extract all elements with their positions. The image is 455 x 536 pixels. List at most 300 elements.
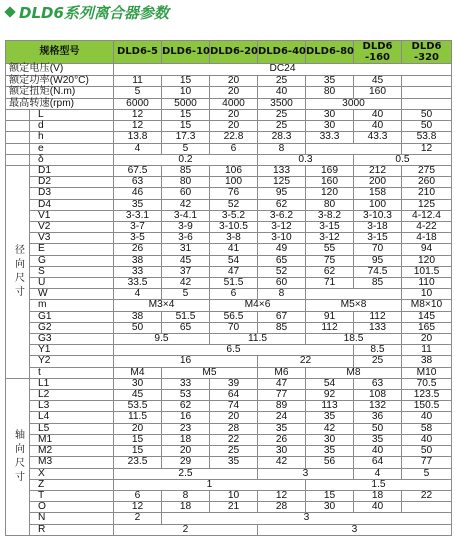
table-row	[6, 266, 452, 277]
group-blank	[6, 121, 30, 132]
table-cell: 38	[114, 311, 162, 322]
table-cell: 133	[354, 322, 402, 333]
table-cell: M6	[258, 367, 306, 378]
table-cell: 30	[306, 502, 354, 513]
table-cell: 33.5	[114, 278, 162, 289]
table-cell: 2.5	[114, 468, 258, 479]
symbol-label: L4	[30, 412, 114, 423]
table-row	[6, 423, 452, 434]
table-cell: 20	[210, 87, 258, 99]
table-cell: 4000	[210, 98, 258, 110]
symbol-label: E	[30, 244, 114, 255]
table-cell: 24	[258, 412, 306, 423]
table-cell: 20	[210, 412, 258, 423]
table-cell: 33.3	[306, 132, 354, 143]
table-cell: 85	[258, 322, 306, 333]
table-cell: 28	[258, 502, 306, 513]
symbol-label: G3	[30, 334, 114, 345]
table-row	[6, 345, 452, 356]
table-cell: 74.5	[354, 266, 402, 277]
table-cell: 35	[306, 75, 354, 87]
table-cell: 40	[354, 110, 402, 121]
table-cell: 40	[402, 434, 452, 445]
table-cell: 22	[210, 434, 258, 445]
table-row	[6, 334, 452, 345]
table-cell: 160	[306, 177, 354, 188]
table-cell	[306, 289, 402, 300]
table-cell: 8	[258, 289, 306, 300]
symbol-label: e	[30, 143, 114, 154]
table-row	[6, 244, 452, 255]
table-row	[6, 479, 452, 490]
table-cell: 85	[162, 166, 210, 177]
table-cell: 3-12	[258, 222, 306, 233]
table-cell: 92	[306, 390, 354, 401]
table-cell	[306, 143, 402, 154]
table-cell: 52	[258, 266, 306, 277]
table-cell: 45	[114, 390, 162, 401]
table-cell: 50	[402, 110, 452, 121]
table-cell: 35	[114, 199, 162, 210]
table-cell: 25	[210, 446, 258, 457]
table-cell: 40	[258, 87, 306, 99]
table-cell: 18	[162, 434, 210, 445]
symbol-label: G2	[30, 322, 114, 333]
page-title-text: DLD6系列离合器参数	[19, 3, 169, 22]
table-cell: 53.8	[402, 132, 452, 143]
table-cell: 112	[354, 311, 402, 322]
table-cell: 3-8.2	[306, 210, 354, 221]
table-cell: 91	[306, 311, 354, 322]
table-cell: 94	[402, 244, 452, 255]
table-cell: 49	[258, 244, 306, 255]
table-cell: 95	[258, 188, 306, 199]
table-cell: 50	[402, 121, 452, 132]
table-cell: 18.5	[306, 334, 402, 345]
table-cell: 22.8	[210, 132, 258, 143]
diamond-bullet-icon	[4, 6, 15, 17]
table-row	[6, 524, 452, 535]
table-cell: 5	[402, 468, 452, 479]
table-cell: 46	[114, 188, 162, 199]
table-cell: 3-4.1	[162, 210, 210, 221]
rating-label: 最高转速(rpm)	[6, 98, 114, 110]
table-cell: 11.5	[210, 334, 306, 345]
table-cell: 30	[114, 378, 162, 389]
table-cell: 85	[354, 278, 402, 289]
symbol-label: δ	[30, 154, 114, 165]
table-row	[6, 300, 452, 311]
table-cell: 45	[162, 255, 210, 266]
table-cell: 169	[306, 166, 354, 177]
table-cell: 77	[258, 390, 306, 401]
symbol-label: M1	[30, 434, 114, 445]
table-cell: 70	[354, 244, 402, 255]
table-cell: 33	[114, 266, 162, 277]
table-cell: 52	[210, 199, 258, 210]
table-cell: 210	[402, 188, 452, 199]
table-cell: 165	[402, 322, 452, 333]
table-cell: 15	[114, 446, 162, 457]
table-cell: 17.3	[162, 132, 210, 143]
table-cell: 35	[210, 457, 258, 468]
table-cell: 62	[162, 401, 210, 412]
table-cell: 53	[162, 390, 210, 401]
table-cell: 3000	[306, 98, 402, 110]
table-cell: 20	[162, 446, 210, 457]
table-cell: M10	[402, 367, 452, 378]
page-title	[4, 2, 169, 22]
table-row	[6, 502, 452, 513]
table-cell: 3-10.3	[354, 210, 402, 221]
table-cell: 15	[162, 121, 210, 132]
table-cell: 56.5	[210, 311, 258, 322]
table-cell: M8×10	[402, 300, 452, 311]
table-row	[6, 446, 452, 457]
table-cell: 16	[114, 356, 258, 367]
table-cell: 125	[258, 177, 306, 188]
model-label: 规格型号	[6, 41, 114, 64]
spec-table	[5, 40, 452, 536]
table-cell: 40	[354, 502, 402, 513]
table-row	[6, 278, 452, 289]
symbol-label: m	[30, 300, 114, 311]
table-cell: 62	[306, 266, 354, 277]
table-cell: 1	[114, 479, 306, 490]
table-cell: 51.5	[210, 278, 258, 289]
table-cell: 4-18	[402, 233, 452, 244]
symbol-label: X	[30, 468, 114, 479]
table-cell: 23.5	[114, 457, 162, 468]
table-cell: 3-9	[162, 222, 210, 233]
table-cell: 67	[258, 311, 306, 322]
table-cell: 3-5.2	[210, 210, 258, 221]
table-cell: 8.5	[354, 345, 402, 356]
table-cell: 28.3	[258, 132, 306, 143]
table-cell: 3-6	[162, 233, 210, 244]
table-row	[6, 199, 452, 210]
table-cell: 60	[258, 278, 306, 289]
table-cell: 3	[258, 468, 354, 479]
table-cell: M8	[306, 367, 402, 378]
table-cell: 3-15	[306, 222, 354, 233]
table-cell: 60	[162, 188, 210, 199]
rating-label: 额定扭矩(N.m)	[6, 87, 114, 99]
table-cell: 89	[258, 401, 306, 412]
symbol-label: U	[30, 278, 114, 289]
table-cell: 30	[306, 110, 354, 121]
table-cell: 18	[354, 490, 402, 501]
table-cell: 54	[210, 255, 258, 266]
table-cell: 3-18	[354, 222, 402, 233]
table-cell: 3-15	[354, 233, 402, 244]
table-row	[6, 75, 452, 87]
table-row	[6, 154, 452, 165]
table-cell: 63	[114, 177, 162, 188]
table-cell: 80	[306, 199, 354, 210]
table-row	[6, 390, 452, 401]
table-cell: 80	[162, 177, 210, 188]
symbol-label: L2	[30, 390, 114, 401]
table-cell: 26	[114, 244, 162, 255]
table-cell: 112	[306, 322, 354, 333]
table-cell: 37	[162, 266, 210, 277]
table-cell: 50	[402, 446, 452, 457]
table-cell: 53.5	[114, 401, 162, 412]
table-row	[6, 322, 452, 333]
table-cell: 26	[258, 434, 306, 445]
symbol-label: G	[30, 255, 114, 266]
table-row	[6, 513, 452, 524]
table-cell: 35	[306, 446, 354, 457]
table-cell: 0.2	[114, 154, 258, 165]
table-cell: 212	[354, 166, 402, 177]
table-cell: 65	[162, 322, 210, 333]
table-row	[6, 121, 452, 132]
table-cell: 35	[354, 434, 402, 445]
table-cell: 58	[402, 423, 452, 434]
table-cell: 10	[210, 490, 258, 501]
symbol-label: h	[30, 132, 114, 143]
table-cell: 13.8	[114, 132, 162, 143]
table-row	[6, 110, 452, 121]
symbol-label: D4	[30, 199, 114, 210]
table-cell: M5×8	[306, 300, 402, 311]
symbol-label: t	[30, 367, 114, 378]
table-cell: 101.5	[402, 266, 452, 277]
table-cell: 3-10	[258, 233, 306, 244]
table-cell: 6	[210, 289, 258, 300]
table-cell: 9.5	[114, 334, 210, 345]
table-cell: 67.5	[114, 166, 162, 177]
table-cell: 132	[354, 401, 402, 412]
table-cell: 120	[306, 188, 354, 199]
table-row	[6, 143, 452, 154]
table-cell: 29	[162, 457, 210, 468]
table-cell: 20	[210, 121, 258, 132]
table-row	[6, 434, 452, 445]
table-cell: 40	[402, 412, 452, 423]
table-cell: 5000	[162, 98, 210, 110]
table-cell: 160	[354, 87, 402, 99]
table-row	[6, 98, 452, 110]
rating-label: 额定功率(W20°C)	[6, 75, 114, 87]
symbol-label: T	[30, 490, 114, 501]
table-cell: 6	[210, 143, 258, 154]
table-cell: 30	[258, 446, 306, 457]
table-body	[6, 64, 452, 536]
symbol-label: G1	[30, 311, 114, 322]
table-cell: 63	[354, 378, 402, 389]
table-cell: 11	[402, 345, 452, 356]
table-cell: 47	[258, 378, 306, 389]
table-cell: 3-12	[306, 233, 354, 244]
symbol-label: L3	[30, 401, 114, 412]
table-cell: 20	[114, 423, 162, 434]
table-cell: 47	[210, 266, 258, 277]
table-row	[6, 64, 452, 76]
table-row	[6, 233, 452, 244]
table-row	[6, 468, 452, 479]
table-cell: 6	[114, 490, 162, 501]
table-cell: 8	[258, 143, 306, 154]
model-header: DLD6-20	[210, 41, 258, 64]
table-cell: DC24	[114, 64, 452, 76]
table-cell: 3500	[258, 98, 306, 110]
table-cell: 5	[162, 289, 210, 300]
table-cell: 42	[306, 423, 354, 434]
table-cell: 3-3.1	[114, 210, 162, 221]
table-cell: 5	[162, 143, 210, 154]
table-row	[6, 311, 452, 322]
table-cell	[402, 87, 452, 99]
table-cell: 120	[402, 255, 452, 266]
table-cell: 74	[210, 401, 258, 412]
table-cell: 145	[402, 311, 452, 322]
symbol-label: V3	[30, 233, 114, 244]
model-header: DLD6 -160	[354, 41, 402, 64]
group-blank	[6, 154, 30, 165]
table-cell: 133	[258, 166, 306, 177]
table-cell: 3-10.5	[210, 222, 258, 233]
table-cell: 75	[306, 255, 354, 266]
table-cell: 21	[210, 502, 258, 513]
table-cell: 70	[210, 322, 258, 333]
table-cell: 36	[354, 412, 402, 423]
table-cell: 42	[162, 278, 210, 289]
table-cell: 100	[354, 199, 402, 210]
table-row	[6, 289, 452, 300]
table-row	[6, 166, 452, 177]
table-cell: 12	[114, 110, 162, 121]
table-cell: 39	[210, 378, 258, 389]
table-row	[6, 222, 452, 233]
table-row	[6, 490, 452, 501]
table-cell: 4	[114, 289, 162, 300]
symbol-label: N	[30, 513, 114, 524]
symbol-label: Y1	[30, 345, 114, 356]
symbol-label: D1	[30, 166, 114, 177]
table-cell: 71	[306, 278, 354, 289]
table-cell: 50	[354, 423, 402, 434]
table-cell: 200	[354, 177, 402, 188]
symbol-label: Y2	[30, 356, 114, 367]
table-cell: 25	[258, 75, 306, 87]
table-cell: 28	[210, 423, 258, 434]
table-cell: 33	[162, 378, 210, 389]
table-cell: 25	[258, 110, 306, 121]
table-cell: 10	[402, 289, 452, 300]
table-row	[6, 378, 452, 389]
table-cell: 45	[354, 75, 402, 87]
table-row	[6, 367, 452, 378]
table-cell: 12	[402, 143, 452, 154]
table-row	[6, 188, 452, 199]
table-cell: 22	[258, 356, 354, 367]
table-row	[6, 412, 452, 423]
table-cell: 95	[354, 255, 402, 266]
symbol-label: D3	[30, 188, 114, 199]
table-cell: 0.5	[354, 154, 452, 165]
symbol-label: S	[30, 266, 114, 277]
symbol-label: D2	[30, 177, 114, 188]
table-row	[6, 255, 452, 266]
table-cell: 23	[162, 423, 210, 434]
table-cell: 3-8	[210, 233, 258, 244]
symbol-label: V2	[30, 222, 114, 233]
table-cell: 15	[306, 490, 354, 501]
table-cell: 4-12.4	[402, 210, 452, 221]
table-cell	[402, 502, 452, 513]
table-cell: 42	[258, 457, 306, 468]
table-row	[6, 401, 452, 412]
table-cell: 42	[162, 199, 210, 210]
table-cell: M4	[114, 367, 162, 378]
rating-label: 额定电压(V)	[6, 64, 114, 76]
table-cell: 51.5	[162, 311, 210, 322]
table-cell: 41	[210, 244, 258, 255]
table-cell: 10	[162, 87, 210, 99]
table-header	[6, 41, 452, 64]
table-cell: 62	[258, 199, 306, 210]
table-cell: 15	[162, 110, 210, 121]
table-cell: 56	[306, 457, 354, 468]
table-cell: 12	[258, 490, 306, 501]
table-cell: 11.5	[114, 412, 162, 423]
table-cell: 25	[354, 356, 402, 367]
table-cell: 0.3	[258, 154, 354, 165]
table-cell: 123.5	[402, 390, 452, 401]
table-cell: 64	[210, 390, 258, 401]
group-blank	[6, 143, 30, 154]
table-cell: 275	[402, 166, 452, 177]
table-cell: 20	[210, 110, 258, 121]
table-cell: 38	[402, 356, 452, 367]
symbol-label: R	[30, 524, 114, 535]
table-cell: 3-5	[114, 233, 162, 244]
table-cell: 5	[114, 87, 162, 99]
table-cell: 30	[306, 121, 354, 132]
table-cell: 40	[354, 121, 402, 132]
table-cell: 20	[210, 75, 258, 87]
table-cell: 2	[114, 524, 258, 535]
table-cell: 3	[162, 513, 452, 524]
table-row	[6, 356, 452, 367]
table-cell: 150.5	[402, 401, 452, 412]
model-header: DLD6-5	[114, 41, 162, 64]
table-cell: 65	[258, 255, 306, 266]
table-cell: 12	[114, 502, 162, 513]
table-cell: 64	[354, 457, 402, 468]
table-cell: 6000	[114, 98, 162, 110]
table-cell: 8	[162, 490, 210, 501]
symbol-label: Z	[30, 479, 114, 490]
model-header: DLD6-80	[306, 41, 354, 64]
table-cell: 106	[210, 166, 258, 177]
table-cell: M5	[162, 367, 258, 378]
table-cell: 80	[306, 87, 354, 99]
table-cell: 11	[114, 75, 162, 87]
symbol-label: L5	[30, 423, 114, 434]
symbol-label: O	[30, 502, 114, 513]
symbol-label: d	[30, 121, 114, 132]
table-cell: 15	[162, 75, 210, 87]
symbol-label: M3	[30, 457, 114, 468]
group-blank	[6, 132, 30, 143]
table-cell: 110	[402, 278, 452, 289]
table-row	[6, 177, 452, 188]
table-row	[6, 132, 452, 143]
